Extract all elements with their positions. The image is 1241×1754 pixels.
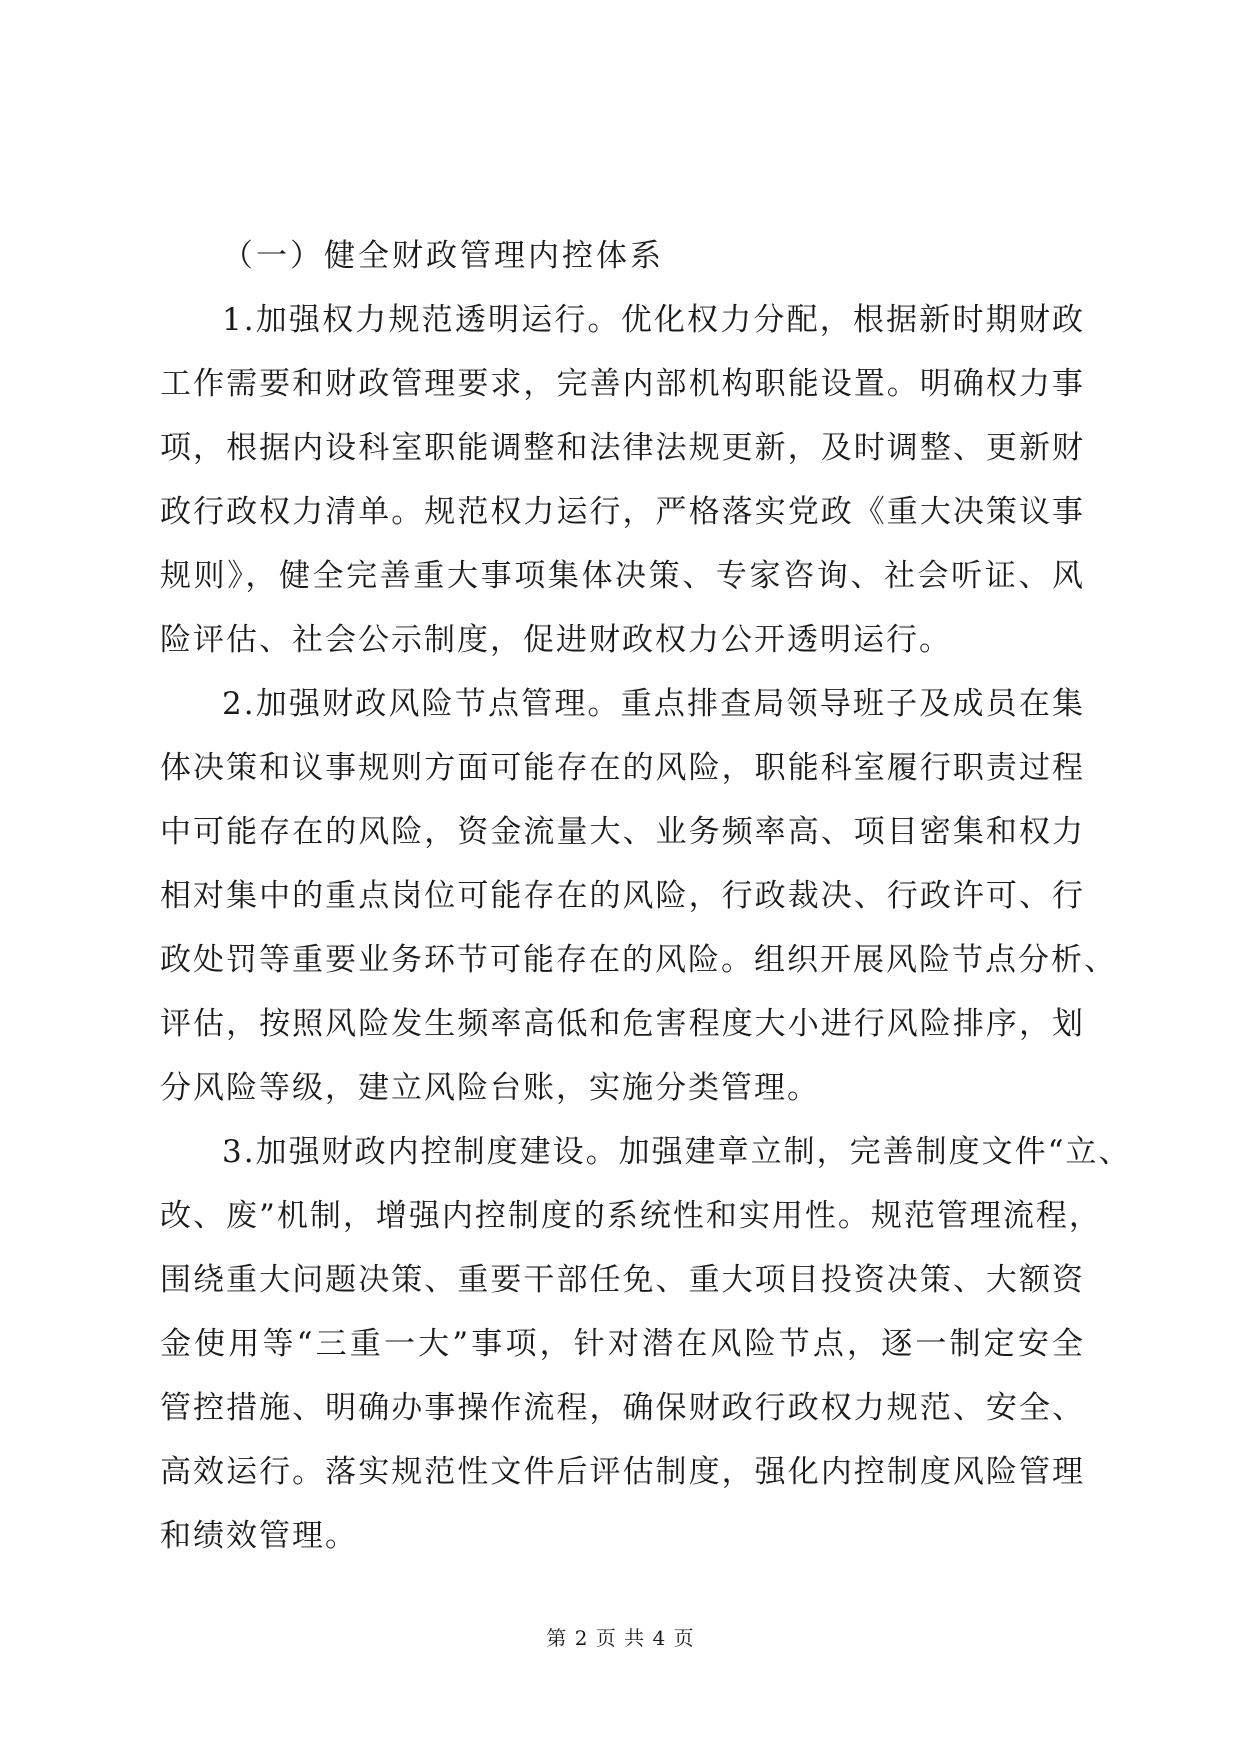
paragraph-line: 中可能存在的风险，资金流量大、业务频率高、项目密集和权力 xyxy=(160,814,1085,850)
paragraph-line: 工作需要和财政管理要求，完善内部机构职能设置。明确权力事 xyxy=(160,366,1085,402)
paragraph-line: 规则》，健全完善重大事项集体决策、专家咨询、社会听证、风 xyxy=(160,558,1085,594)
paragraph-line: 改、废”机制，增强内控制度的系统性和实用性。规范管理流程， xyxy=(160,1198,1102,1234)
paragraph-line: 和绩效管理。 xyxy=(160,1518,358,1554)
paragraph-line: 分风险等级，建立风险台账，实施分类管理。 xyxy=(160,1070,820,1106)
paragraph-1 xyxy=(160,288,1085,672)
paragraph-line: 2.加强财政风险节点管理。重点排查局领导班子及成员在集 xyxy=(222,686,1085,722)
paragraph-line: 围绕重大问题决策、重要干部任免、重大项目投资决策、大额资 xyxy=(160,1262,1085,1298)
paragraph-line: 政处罚等重要业务环节可能存在的风险。组织开展风险节点分析、 xyxy=(160,942,1117,978)
page-number-footer: 第 2 页 共 4 页 xyxy=(546,1626,695,1650)
paragraph-line: 3.加强财政内控制度建设。加强建章立制，完善制度文件“立、 xyxy=(222,1134,1132,1170)
document-body xyxy=(160,224,1132,1568)
paragraph-line: 高效运行。落实规范性文件后评估制度，强化内控制度风险管理 xyxy=(160,1454,1085,1490)
paragraph-line: 体决策和议事规则方面可能存在的风险，职能科室履行职责过程 xyxy=(160,750,1085,786)
paragraph-line: 管控措施、明确办事操作流程，确保财政行政权力规范、安全、 xyxy=(160,1390,1085,1426)
paragraph-line: 政行政权力清单。规范权力运行，严格落实党政《重大决策议事 xyxy=(160,494,1085,530)
paragraph-line: 相对集中的重点岗位可能存在的风险，行政裁决、行政许可、行 xyxy=(160,878,1085,914)
paragraph-line: 金使用等“三重一大”事项，针对潜在风险节点，逐一制定安全 xyxy=(160,1326,1085,1362)
paragraph-2 xyxy=(160,672,1117,1120)
section-heading: （一）健全财政管理内控体系 xyxy=(222,238,664,274)
paragraph-line: 评估，按照风险发生频率高低和危害程度大小进行风险排序，划 xyxy=(160,1006,1085,1042)
paragraph-line: 1.加强权力规范透明运行。优化权力分配，根据新时期财政 xyxy=(222,302,1085,338)
paragraph-3 xyxy=(160,1120,1132,1568)
paragraph-line: 险评估、社会公示制度，促进财政权力公开透明运行。 xyxy=(160,622,952,658)
paragraph-line: 项，根据内设科室职能调整和法律法规更新，及时调整、更新财 xyxy=(160,430,1085,466)
